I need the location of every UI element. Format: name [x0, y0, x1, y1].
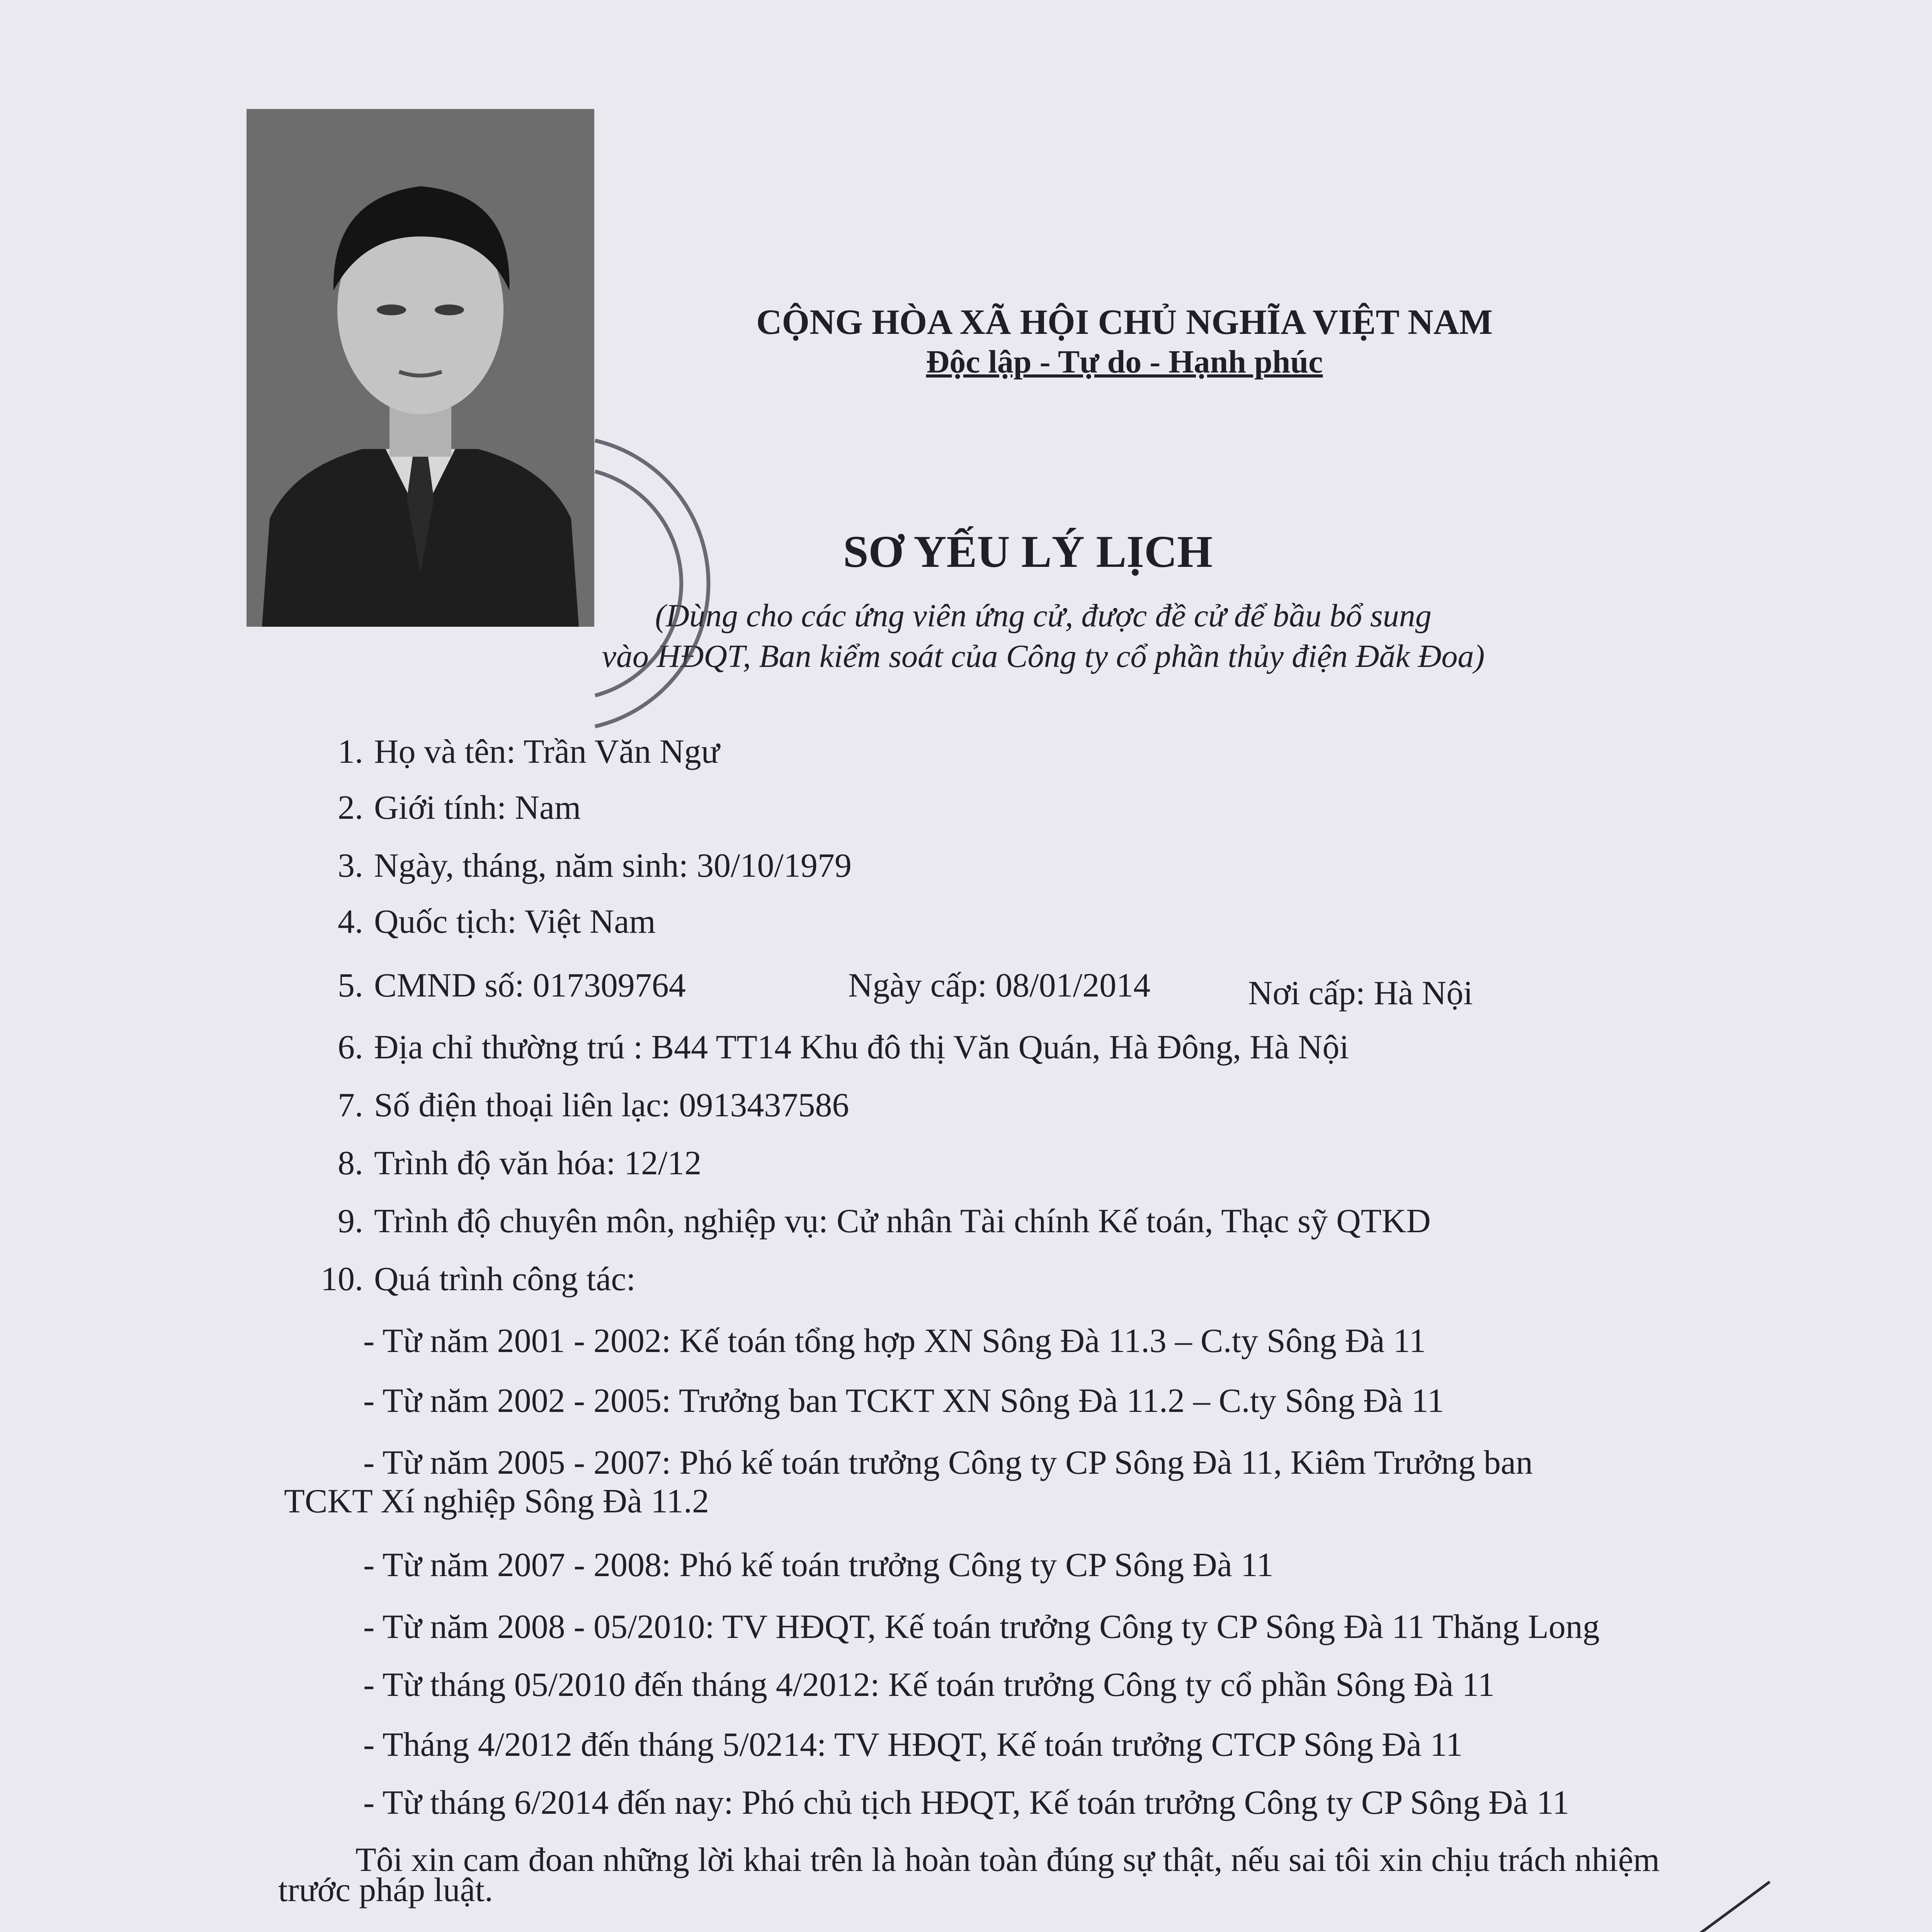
- field-text: Quá trình công tác:: [374, 1260, 636, 1298]
- field-gender: [317, 788, 581, 827]
- field-number: 2.: [338, 789, 363, 827]
- field-number: 7.: [338, 1087, 363, 1124]
- work-history-item: - Tháng 4/2012 đến tháng 5/0214: TV HĐQT, Kế toán trưởng CTCP Sông Đà 11: [363, 1726, 1463, 1764]
- field-text: Địa chỉ thường trú : B44 TT14 Khu đô thị Văn Quán, Hà Đông, Hà Nội: [374, 1029, 1349, 1066]
- field-id-issue-place: Nơi cấp: Hà Nội: [1248, 975, 1473, 1012]
- field-number: 9.: [338, 1202, 363, 1240]
- national-motto: Độc lập - Tự do - Hạnh phúc: [926, 344, 1323, 380]
- field-number: 4.: [338, 903, 363, 940]
- declarant-signature: [1105, 1878, 1785, 1932]
- field-number: 10.: [321, 1260, 363, 1298]
- field-text: Trình độ văn hóa: 12/12: [374, 1145, 702, 1182]
- field-text: Quốc tịch: Việt Nam: [374, 903, 656, 940]
- portrait-silhouette-icon: [247, 109, 594, 627]
- field-id-card: [317, 966, 686, 1005]
- work-history-item: - Từ năm 2001 - 2002: Kế toán tổng hợp XN Sông Đà 11.3 – C.ty Sông Đà 11: [363, 1322, 1426, 1360]
- document-title: SƠ YẾU LÝ LỊCH: [843, 526, 1213, 577]
- field-number: 3.: [338, 847, 363, 884]
- work-history-item-continued: TCKT Xí nghiệp Sông Đà 11.2: [284, 1483, 709, 1520]
- declaration-text: Tôi xin cam đoan những lời khai trên là hoàn toàn đúng sự thật, nếu sai tôi xin chịu trách nhiệm trước pháp luật.: [278, 1841, 1660, 1909]
- field-nationality: [317, 902, 656, 941]
- work-history-item: - Từ năm 2008 - 05/2010: TV HĐQT, Kế toán trưởng Công ty CP Sông Đà 11 Thăng Long: [363, 1608, 1600, 1646]
- field-text: Giới tính: Nam: [374, 789, 581, 827]
- field-qualification: [317, 1202, 1431, 1241]
- field-text: Ngày, tháng, năm sinh: 30/10/1979: [374, 847, 852, 884]
- document-subtitle-line1: (Dùng cho các ứng viên ứng cử, được đề cử để bầu bổ sung: [655, 598, 1432, 634]
- field-work-history-heading: [317, 1260, 636, 1299]
- work-history-item: - Từ tháng 6/2014 đến nay: Phó chủ tịch HĐQT, Kế toán trưởng Công ty CP Sông Đà 11: [363, 1784, 1570, 1821]
- field-number: 6.: [338, 1029, 363, 1066]
- photo-overlap-stamp: [572, 425, 773, 742]
- national-title: CỘNG HÒA XÃ HỘI CHỦ NGHĨA VIỆT NAM: [756, 302, 1493, 342]
- field-number: 8.: [338, 1145, 363, 1182]
- work-history-item: - Từ năm 2007 - 2008: Phó kế toán trưởng Công ty CP Sông Đà 11: [363, 1546, 1274, 1584]
- field-text: Họ và tên: Trần Văn Ngư: [374, 733, 720, 770]
- field-education: [317, 1144, 701, 1183]
- field-id-issue-date: Ngày cấp: 08/01/2014: [848, 967, 1151, 1004]
- work-history-item: - Từ năm 2002 - 2005: Trưởng ban TCKT XN Sông Đà 11.2 – C.ty Sông Đà 11: [363, 1382, 1444, 1420]
- field-number: 1.: [338, 733, 363, 770]
- portrait-photo: [247, 109, 594, 627]
- field-text: Trình độ chuyên môn, nghiệp vụ: Cử nhân Tài chính Kế toán, Thạc sỹ QTKD: [374, 1202, 1431, 1240]
- field-text: CMND số: 017309764: [374, 967, 686, 1004]
- field-text: Số điện thoại liên lạc: 0913437586: [374, 1087, 849, 1124]
- field-address: [317, 1028, 1349, 1067]
- field-birth-date: [317, 846, 852, 885]
- work-history-item: - Từ năm 2005 - 2007: Phó kế toán trưởng Công ty CP Sông Đà 11, Kiêm Trưởng ban: [363, 1444, 1533, 1481]
- document-subtitle-line2: vào HĐQT, Ban kiểm soát của Công ty cổ phần thủy điện Đăk Đoa): [602, 638, 1485, 674]
- work-history-item: - Từ tháng 05/2010 đến tháng 4/2012: Kế toán trưởng Công ty cổ phần Sông Đà 11: [363, 1666, 1495, 1704]
- field-phone: [317, 1086, 849, 1125]
- field-number: 5.: [338, 967, 363, 1004]
